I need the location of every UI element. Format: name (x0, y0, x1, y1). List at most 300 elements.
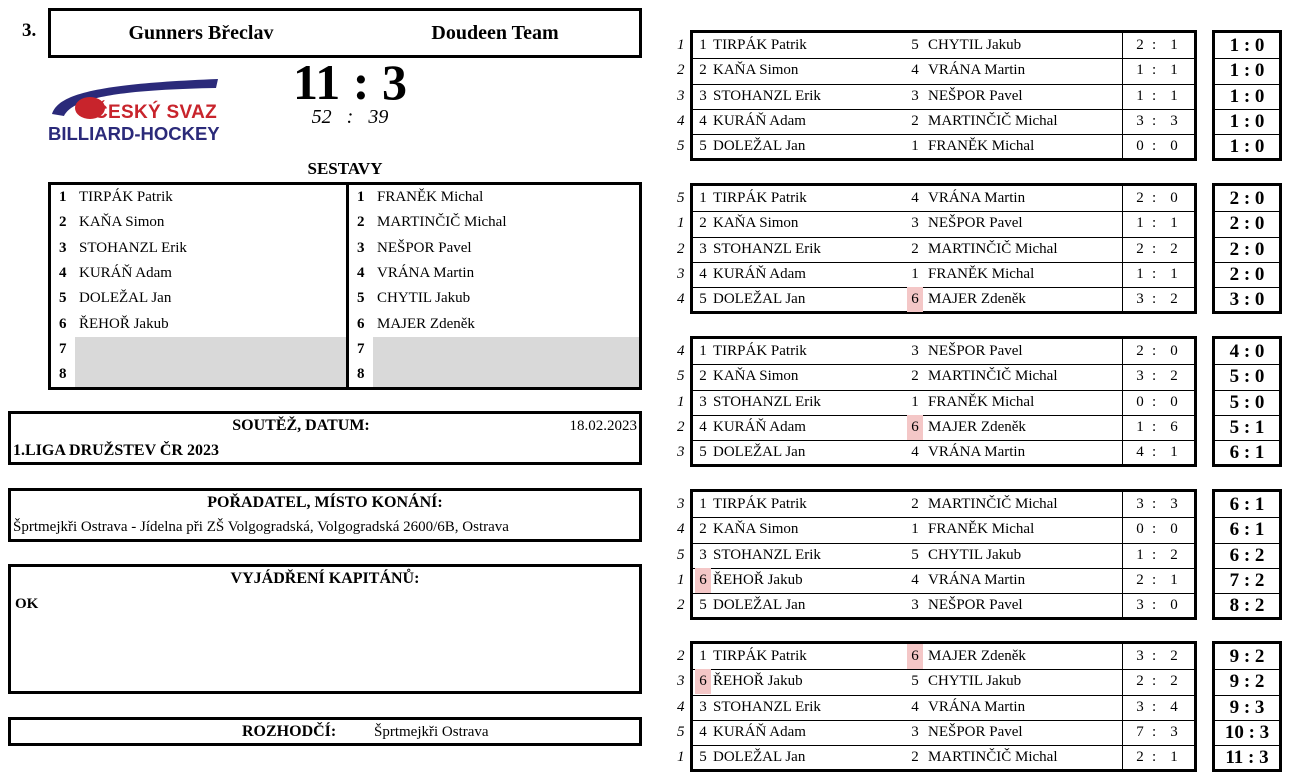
away-player-number: 4 (911, 62, 919, 79)
running-total: 9 : 3 (1215, 695, 1279, 720)
running-total: 5 : 0 (1215, 390, 1279, 415)
organizer-label: POŘADATEL, MÍSTO KONÁNÍ: (207, 494, 443, 511)
home-player-number: 4 (699, 723, 707, 740)
goals-separator: : (1152, 597, 1157, 614)
home-player-name: STOHANZL Erik (713, 546, 821, 563)
home-goals: 2 (1136, 343, 1144, 359)
table-number: 5 (677, 190, 685, 206)
referee-label: ROZHODČÍ: (242, 723, 337, 740)
away-player-name: VRÁNA Martin (928, 698, 1026, 715)
running-total: 1 : 0 (1215, 109, 1279, 134)
away-goals: 1 (1170, 444, 1178, 461)
goals-separator: : (1152, 571, 1157, 588)
lineup-player-name (373, 362, 639, 387)
away-goals: 1 (1170, 749, 1178, 766)
lineup-player-name: KAŇA Simon (79, 214, 165, 231)
away-player-number: 3 (911, 215, 919, 232)
home-goals: 1 (1136, 87, 1144, 104)
running-total: 9 : 2 (1229, 646, 1265, 667)
away-player-number: 5 (911, 673, 919, 690)
away-player-name: FRANĚK Michal (928, 265, 1035, 282)
goals-separator: : (1152, 37, 1157, 53)
home-player-number: 3 (699, 546, 707, 563)
away-goals: 4 (1170, 698, 1178, 715)
lineup-number: 5 (357, 290, 365, 307)
away-goals: 2 (1170, 673, 1178, 690)
goals-separator: : (1152, 648, 1157, 664)
away-player-number: 6 (907, 644, 923, 669)
goals-separator: : (1152, 444, 1157, 461)
match-row (693, 58, 1194, 83)
lineup-row (51, 261, 346, 286)
away-player-name: NEŠPOR Pavel (928, 597, 1023, 614)
lineup-player-name: KURÁŇ Adam (79, 264, 172, 281)
home-player-name: DOLEŽAL Jan (713, 444, 806, 461)
round-box (690, 641, 1197, 772)
goals-separator: : (1152, 368, 1157, 385)
match-row (693, 517, 1194, 542)
away-goals: 0 (1170, 393, 1178, 410)
away-player-number: 4 (911, 571, 919, 588)
away-player-name: MAJER Zdeněk (928, 648, 1026, 664)
home-player-name: TIRPÁK Patrik (713, 648, 807, 664)
home-goals: 3 (1136, 597, 1144, 614)
table-number: 3 (677, 265, 685, 282)
organizer-value: Šprtmejkři Ostrava - Jídelna při ZŠ Volgogradská, Volgogradská 2600/6B, Ostrava (13, 519, 509, 535)
table-number: 2 (677, 648, 685, 664)
lineup-player-name: VRÁNA Martin (377, 264, 475, 281)
table-number: 3 (677, 673, 685, 690)
away-player-name: CHYTIL Jakub (928, 546, 1022, 563)
away-player-name: MARTINČIČ Michal (928, 496, 1058, 512)
home-goals: 2 (1136, 240, 1144, 257)
captains-label: VYJÁDŘENÍ KAPITÁNŮ: (230, 570, 420, 587)
lineup-row (51, 337, 346, 362)
away-player-number: 3 (911, 597, 919, 614)
home-goals: 1 (1136, 418, 1144, 435)
home-player-number: 5 (699, 138, 707, 155)
goals-separator: : (1152, 496, 1157, 512)
away-player-number: 3 (911, 723, 919, 740)
lineup-number: 6 (59, 315, 67, 332)
home-player-number: 5 (699, 749, 707, 766)
lineup-row (349, 236, 639, 261)
away-goals: 1 (1170, 571, 1178, 588)
home-player-number: 3 (699, 240, 707, 257)
lineup-number: 7 (357, 340, 365, 357)
goals-separator: : (1152, 265, 1157, 282)
home-player-number: 5 (699, 444, 707, 461)
captains-value: OK (15, 596, 39, 612)
match-row (693, 440, 1194, 465)
table-number: 5 (677, 368, 685, 385)
home-player-name: DOLEŽAL Jan (713, 291, 806, 308)
lineup-player-name: DOLEŽAL Jan (79, 290, 172, 307)
away-goals: 1 (1170, 37, 1178, 53)
goals-separator: : (1152, 673, 1157, 690)
match-row (693, 568, 1194, 593)
home-player-name: STOHANZL Erik (713, 698, 821, 715)
away-goals: 3 (1170, 723, 1178, 740)
lineup-row (349, 261, 639, 286)
running-total: 2 : 0 (1215, 211, 1279, 236)
home-goals: 2 (1136, 37, 1144, 53)
match-row (693, 695, 1194, 720)
lineup-number: 5 (59, 290, 67, 307)
home-goals: 2 (1136, 571, 1144, 588)
home-player-number: 5 (699, 291, 707, 308)
away-goals: 2 (1170, 368, 1178, 385)
goals-separator: : (1152, 343, 1157, 359)
home-goals: 2 (1136, 749, 1144, 766)
away-player-number: 5 (911, 546, 919, 563)
match-row (693, 644, 1194, 669)
lineup-number: 8 (59, 366, 67, 383)
round-totals-box (1212, 183, 1282, 314)
away-goals: 1 (1170, 62, 1178, 79)
away-player-number: 4 (911, 444, 919, 461)
home-player-name: TIRPÁK Patrik (713, 343, 807, 359)
running-total: 1 : 0 (1229, 35, 1265, 56)
table-number: 2 (677, 418, 685, 435)
goals-separator: : (1152, 749, 1157, 766)
home-player-number: 3 (699, 698, 707, 715)
match-row (693, 211, 1194, 236)
lineup-player-name: TIRPÁK Patrik (79, 189, 173, 205)
home-goals: 4 (1136, 444, 1144, 461)
away-goals: 2 (1170, 240, 1178, 257)
home-player-name: TIRPÁK Patrik (713, 190, 807, 206)
match-number: 3. (22, 20, 37, 41)
lineup-row (51, 236, 346, 261)
away-goals: 6 (1170, 418, 1178, 435)
match-row (693, 339, 1194, 364)
lineup-number: 3 (59, 239, 67, 256)
lineup-number: 3 (357, 239, 365, 256)
away-player-name: FRANĚK Michal (928, 138, 1035, 155)
home-player-number: 5 (699, 597, 707, 614)
lineup-player-name: CHYTIL Jakub (377, 290, 471, 307)
home-player-name: DOLEŽAL Jan (713, 597, 806, 614)
captains-box (8, 564, 642, 694)
home-player-name: KURÁŇ Adam (713, 418, 806, 435)
competition-box (8, 411, 642, 465)
match-row (693, 84, 1194, 109)
running-total: 5 : 1 (1215, 415, 1279, 440)
lineup-player-name: FRANĚK Michal (377, 189, 484, 205)
table-number: 2 (677, 240, 685, 257)
away-player-name: FRANĚK Michal (928, 393, 1035, 410)
away-player-name: MARTINČIČ Michal (928, 749, 1058, 766)
away-player-number: 2 (911, 240, 919, 257)
away-goals: 2 (1170, 291, 1178, 308)
match-row (693, 262, 1194, 287)
home-goals: 0 (1136, 521, 1144, 538)
away-player-number: 4 (911, 190, 919, 206)
away-player-name: MAJER Zdeněk (928, 291, 1026, 308)
away-player-name: VRÁNA Martin (928, 444, 1026, 461)
round-box (690, 30, 1197, 161)
round-box (690, 489, 1197, 620)
lineup-player-name (75, 337, 346, 362)
away-goals: 1 (1170, 265, 1178, 282)
home-player-number: 1 (699, 648, 707, 664)
home-player-name: ŘEHOŘ Jakub (713, 571, 803, 588)
lineup-row (51, 362, 346, 387)
goals-separator: : (1152, 215, 1157, 232)
lineup-row (349, 185, 639, 210)
lineup-row (349, 312, 639, 337)
away-player-number: 4 (911, 698, 919, 715)
home-player-name: KURÁŇ Adam (713, 112, 806, 129)
away-player-name: MARTINČIČ Michal (928, 112, 1058, 129)
home-goals: 3 (1136, 291, 1144, 308)
running-total: 5 : 0 (1215, 364, 1279, 389)
home-player-name: DOLEŽAL Jan (713, 138, 806, 155)
round-totals-box (1212, 336, 1282, 467)
goals-separator: : (1152, 62, 1157, 79)
away-player-name: NEŠPOR Pavel (928, 215, 1023, 232)
lineups-title: SESTAVY (307, 159, 383, 178)
table-number: 3 (677, 87, 685, 104)
table-number: 4 (677, 698, 685, 715)
running-total: 1 : 0 (1215, 58, 1279, 83)
match-row (693, 109, 1194, 134)
table-number: 3 (677, 496, 685, 512)
running-total: 3 : 0 (1215, 287, 1279, 312)
running-total: 1 : 0 (1215, 134, 1279, 159)
away-goals: 3 (1170, 112, 1178, 129)
match-row (693, 543, 1194, 568)
home-goals: 3 (1136, 496, 1144, 512)
home-player-number: 6 (695, 568, 711, 593)
lineup-player-name: NEŠPOR Pavel (377, 239, 472, 256)
goals-separator: : (1152, 87, 1157, 104)
home-goals: 1 (1136, 62, 1144, 79)
goals-separator: : (1152, 418, 1157, 435)
table-number: 2 (677, 597, 685, 614)
round-totals-box (1212, 489, 1282, 620)
lineup-number: 2 (357, 214, 365, 231)
running-total: 1 : 0 (1215, 84, 1279, 109)
lineup-number: 4 (59, 264, 67, 281)
home-player-name: KAŇA Simon (713, 62, 799, 79)
table-number: 1 (677, 749, 685, 766)
away-goals: 2 (1170, 546, 1178, 563)
away-player-name: CHYTIL Jakub (928, 37, 1022, 53)
home-lineup (51, 185, 346, 387)
match-row (693, 415, 1194, 440)
away-player-number: 1 (911, 265, 919, 282)
goals-separator: : (1152, 190, 1157, 206)
table-number: 5 (677, 723, 685, 740)
away-goals: 0 (1170, 138, 1178, 155)
home-player-name: KAŇA Simon (713, 521, 799, 538)
logo-text-line2: BILLIARD-HOCKEY (48, 123, 220, 144)
home-goals: 3 (1136, 648, 1144, 664)
home-goals: 2 (1136, 673, 1144, 690)
home-goals: 0 (1136, 393, 1144, 410)
home-player-number: 4 (699, 418, 707, 435)
running-total: 2 : 0 (1215, 237, 1279, 262)
table-number: 1 (677, 37, 685, 53)
home-player-name: ŘEHOŘ Jakub (713, 673, 803, 690)
home-player-number: 2 (699, 215, 707, 232)
home-player-number: 4 (699, 265, 707, 282)
table-number: 1 (677, 393, 685, 410)
home-player-name: KAŇA Simon (713, 368, 799, 385)
home-player-name: KAŇA Simon (713, 215, 799, 232)
away-player-number: 2 (911, 368, 919, 385)
match-row (693, 364, 1194, 389)
away-player-number: 2 (911, 112, 919, 129)
home-player-number: 2 (699, 521, 707, 538)
table-number: 1 (677, 215, 685, 232)
table-number: 3 (677, 444, 685, 461)
lineup-row (349, 362, 639, 387)
lineup-player-name: MAJER Zdeněk (377, 315, 475, 332)
away-player-name: MAJER Zdeněk (928, 418, 1026, 435)
match-row (693, 745, 1194, 770)
running-total: 10 : 3 (1215, 720, 1279, 745)
away-player-number: 1 (911, 521, 919, 538)
lineup-row (51, 312, 346, 337)
away-goals: 0 (1170, 597, 1178, 614)
match-row (693, 134, 1194, 159)
away-player-number: 5 (911, 37, 919, 53)
running-total: 8 : 2 (1215, 593, 1279, 618)
running-total: 11 : 3 (1215, 745, 1279, 770)
home-player-name: DOLEŽAL Jan (713, 749, 806, 766)
lineup-number: 1 (59, 189, 67, 205)
home-player-name: TIRPÁK Patrik (713, 496, 807, 512)
away-player-name: NEŠPOR Pavel (928, 723, 1023, 740)
home-goals: 1 (1136, 265, 1144, 282)
match-row (693, 492, 1194, 517)
away-player-name: VRÁNA Martin (928, 571, 1026, 588)
home-player-number: 1 (699, 496, 707, 512)
table-number: 2 (677, 62, 685, 79)
running-total: 7 : 2 (1215, 568, 1279, 593)
home-player-number: 1 (699, 343, 707, 359)
round-totals-box (1212, 30, 1282, 161)
home-goals: 1 (1136, 546, 1144, 563)
lineups-table (48, 182, 642, 390)
home-player-number: 3 (699, 87, 707, 104)
home-goals: 3 (1136, 112, 1144, 129)
away-player-number: 1 (911, 393, 919, 410)
referee-box (8, 717, 642, 746)
match-row (693, 287, 1194, 312)
lineup-number: 4 (357, 264, 365, 281)
goals-separator: : (1152, 521, 1157, 538)
teams-header (48, 8, 642, 58)
away-goals: 1 (1170, 215, 1178, 232)
match-row (693, 720, 1194, 745)
round-box (690, 336, 1197, 467)
lineup-number: 6 (357, 315, 365, 332)
home-goals: 1 (1136, 215, 1144, 232)
away-goals: 3 (1170, 496, 1178, 512)
away-player-name: FRANĚK Michal (928, 521, 1035, 538)
table-number: 4 (677, 521, 685, 538)
home-goals: 3 (1136, 698, 1144, 715)
lineup-row (51, 210, 346, 235)
home-player-number: 2 (699, 368, 707, 385)
table-number: 1 (677, 571, 685, 588)
lineup-row (51, 286, 346, 311)
away-goals: 0 (1170, 190, 1178, 206)
logo-text-line1: ČESKÝ SVAZ (94, 102, 218, 123)
table-number: 5 (677, 138, 685, 155)
away-goals: 2 (1170, 648, 1178, 664)
table-number: 4 (677, 343, 685, 359)
running-total: 9 : 2 (1215, 669, 1279, 694)
organizer-box (8, 488, 642, 542)
away-goals: 0 (1170, 521, 1178, 538)
total-score: 11 : 3 (293, 54, 407, 110)
away-player-name: VRÁNA Martin (928, 62, 1026, 79)
competition-name: 1.LIGA DRUŽSTEV ČR 2023 (13, 442, 219, 459)
referee-value: Šprtmejkři Ostrava (374, 724, 489, 740)
home-player-number: 4 (699, 112, 707, 129)
away-player-number: 2 (911, 496, 919, 512)
goals-separator: : (1152, 546, 1157, 563)
lineup-row (349, 210, 639, 235)
home-goals: 7 (1136, 723, 1144, 740)
away-team-name: Doudeen Team (431, 22, 559, 44)
goals-separator: : (1152, 723, 1157, 740)
lineup-player-name: STOHANZL Erik (79, 239, 187, 256)
away-player-name: MARTINČIČ Michal (928, 368, 1058, 385)
home-goals: 2 (1136, 190, 1144, 206)
lineup-number: 1 (357, 189, 365, 205)
away-player-number: 6 (907, 287, 923, 312)
away-goals: 1 (1170, 87, 1178, 104)
away-player-name: MARTINČIČ Michal (928, 240, 1058, 257)
away-player-name: CHYTIL Jakub (928, 673, 1022, 690)
home-goals: 0 (1136, 138, 1144, 155)
lineup-player-name (75, 362, 346, 387)
home-player-number: 1 (699, 37, 707, 53)
running-total: 6 : 1 (1215, 517, 1279, 542)
table-number: 5 (677, 546, 685, 563)
lineup-number: 8 (357, 366, 365, 383)
lineup-player-name: MARTINČIČ Michal (377, 214, 507, 231)
lineup-player-name: ŘEHOŘ Jakub (79, 315, 169, 332)
home-team-name: Gunners Břeclav (128, 22, 274, 44)
competition-date: 18.02.2023 (569, 418, 637, 434)
home-player-name: KURÁŇ Adam (713, 265, 806, 282)
lineup-row (349, 337, 639, 362)
home-player-number: 2 (699, 62, 707, 79)
match-row (693, 669, 1194, 694)
away-player-name: NEŠPOR Pavel (928, 87, 1023, 104)
match-row (693, 237, 1194, 262)
goals-separator: : (1152, 291, 1157, 308)
away-player-number: 3 (911, 343, 919, 359)
goals-separator: : (1152, 112, 1157, 129)
goals-separator: : (1152, 698, 1157, 715)
lineup-player-name (373, 337, 639, 362)
away-player-number: 3 (911, 87, 919, 104)
home-player-number: 1 (699, 190, 707, 206)
lineup-number: 2 (59, 214, 67, 231)
away-player-name: NEŠPOR Pavel (928, 343, 1023, 359)
goals-separator: : (1152, 138, 1157, 155)
round-box (690, 183, 1197, 314)
match-row (693, 186, 1194, 211)
